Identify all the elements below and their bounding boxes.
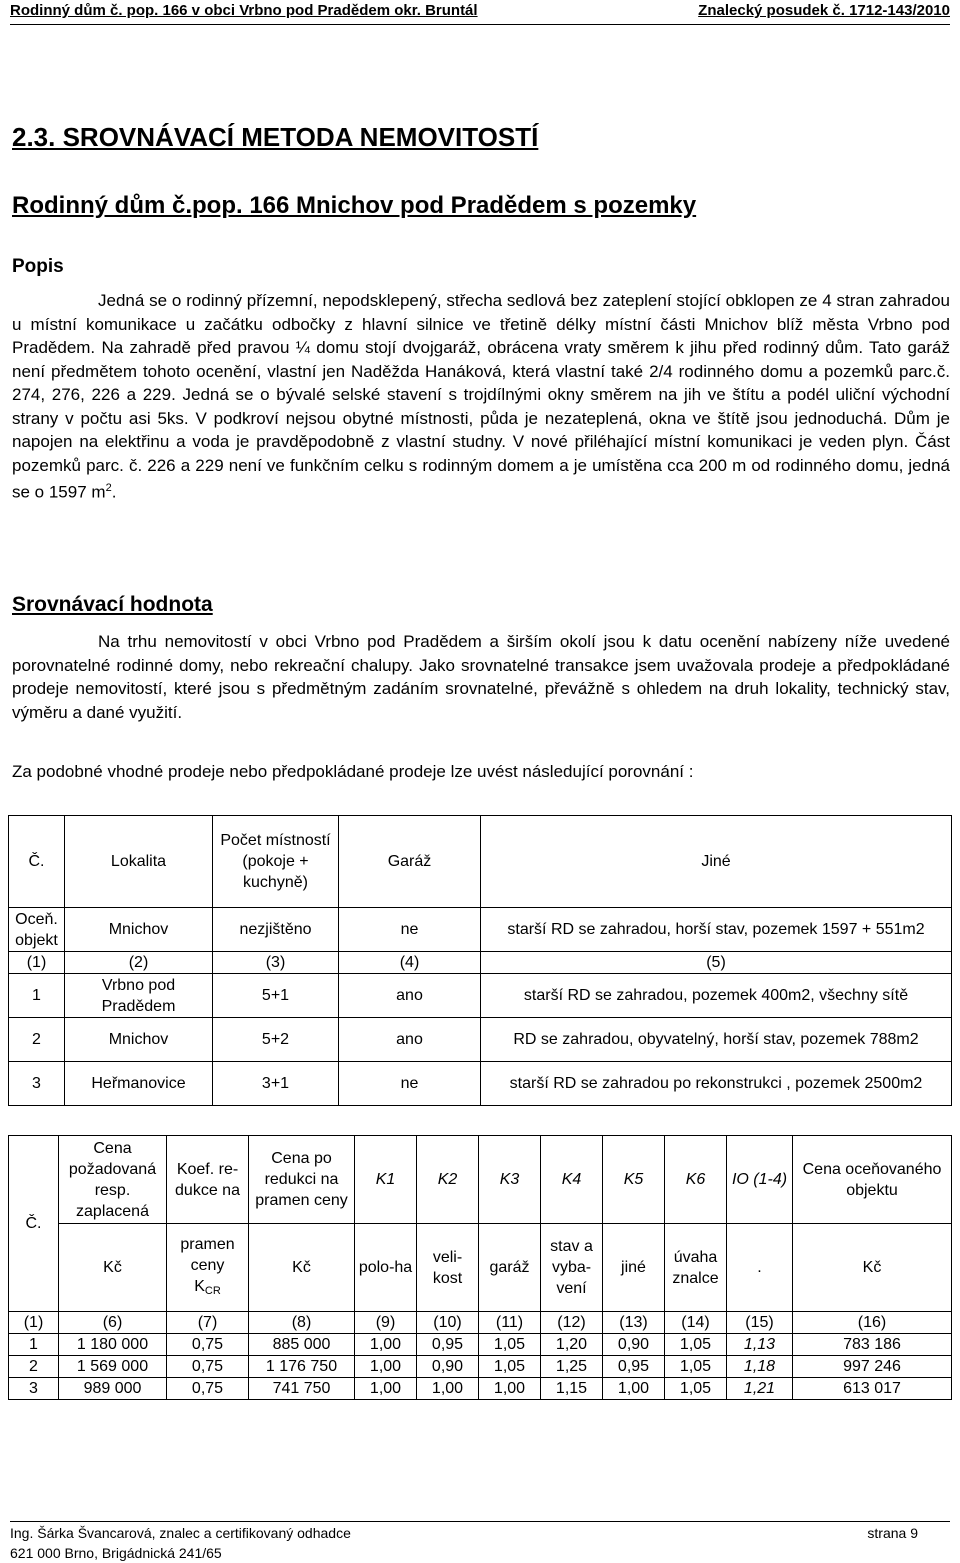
table-row <box>9 1062 952 1106</box>
col-desc-k3: garáž <box>479 1224 541 1312</box>
col-unit-coef <box>167 1224 249 1312</box>
comparison-text: Na trhu nemovitostí v obci Vrbno pod Pradědem a širším okolí jsou k datu ocenění nabízeny níže uvedené porovnatelné rodinné domy, nebo rekreační chalupy. Jako srovnatelné transakce jsem uvažovala prodeje a předpokládané prodeje nemovitostí, které jsou s předmětným zadáním srovnatelné, převážně s ohledem na druh lokality, technický stav, výměru a dané využití. <box>12 632 950 722</box>
table-cell: Mnichov <box>65 1018 213 1062</box>
table-cell: (16) <box>793 1312 952 1334</box>
col-desc-k6: úvaha znalce <box>665 1224 727 1312</box>
table-cell: 1,21 <box>727 1378 793 1400</box>
table-cell: (4) <box>339 952 481 974</box>
table-cell: (3) <box>213 952 339 974</box>
comparison-paragraph <box>12 630 950 724</box>
description-end: . <box>111 482 117 502</box>
table-cell: (11) <box>479 1312 541 1334</box>
col-header-k2: K2 <box>417 1136 479 1224</box>
table-cell: 3+1 <box>213 1062 339 1106</box>
table-row <box>9 974 952 1018</box>
table-cell: starší RD se zahradou, horší stav, pozemek 1597 + 551m2 <box>481 908 952 952</box>
col-desc-k2: veli-kost <box>417 1224 479 1312</box>
table-cell: (2) <box>65 952 213 974</box>
col-header-location: Lokalita <box>65 816 213 908</box>
table-cell: RD se zahradou, obyvatelný, horší stav, pozemek 788m2 <box>481 1018 952 1062</box>
table-cell: 1 569 000 <box>59 1356 167 1378</box>
table-cell: 1,13 <box>727 1334 793 1356</box>
area-unit-superscript: 2 <box>105 482 112 494</box>
table-cell: 997 246 <box>793 1356 952 1378</box>
table-row-subject <box>9 908 952 952</box>
table-cell: 1,05 <box>665 1334 727 1356</box>
table-cell: ne <box>339 908 481 952</box>
table-cell: (8) <box>249 1312 355 1334</box>
subject-title: Rodinný dům č.pop. 166 Mnichov pod Pradědem s pozemky <box>12 192 697 219</box>
table-cell: 0,95 <box>603 1356 665 1378</box>
table-cell: 5+1 <box>213 974 339 1018</box>
table-cell: 1,15 <box>541 1378 603 1400</box>
col-header-k3: K3 <box>479 1136 541 1224</box>
table-cell: 1,05 <box>665 1378 727 1400</box>
kcr-subscript: CR <box>204 1284 221 1297</box>
table-cell: 1,00 <box>355 1356 417 1378</box>
table-cell: starší RD se zahradou, pozemek 400m2, všechny sítě <box>481 974 952 1018</box>
table-cell: 1,05 <box>479 1334 541 1356</box>
table-cell: ne <box>339 1062 481 1106</box>
table-cell: 3 <box>9 1062 65 1106</box>
valuation-table <box>8 1135 952 1400</box>
header-report-number: Znalecký posudek č. 1712-143/2010 <box>698 2 950 19</box>
table-cell: 885 000 <box>249 1334 355 1356</box>
table-cell: ano <box>339 1018 481 1062</box>
table-cell: 1,25 <box>541 1356 603 1378</box>
table-cell: 989 000 <box>59 1378 167 1400</box>
table-header-row <box>9 816 952 908</box>
col-header-rooms: Počet místností (pokoje + kuchyně) <box>213 816 339 908</box>
col-unit-price: Kč <box>59 1224 167 1312</box>
col-header-io: IO (1-4) <box>727 1136 793 1224</box>
header-document-subject: Rodinný dům č. pop. 166 v obci Vrbno pod Pradědem okr. Bruntál <box>10 2 478 19</box>
comparison-heading: Srovnávací hodnota <box>12 593 213 616</box>
col-desc-k1: polo-ha <box>355 1224 417 1312</box>
table-cell: 0,75 <box>167 1334 249 1356</box>
table-cell: nezjištěno <box>213 908 339 952</box>
table-cell: (13) <box>603 1312 665 1334</box>
col-header-coef: Koef. re-dukce na <box>167 1136 249 1224</box>
table-cell: 0,90 <box>603 1334 665 1356</box>
table-cell: (15) <box>727 1312 793 1334</box>
col-header-k6: K6 <box>665 1136 727 1224</box>
footer-page-number: strana 9 <box>867 1525 918 1541</box>
col-header-garage: Garáž <box>339 816 481 908</box>
table-cell: 613 017 <box>793 1378 952 1400</box>
table-cell: 783 186 <box>793 1334 952 1356</box>
table-cell: 1,00 <box>355 1378 417 1400</box>
table-cell: 1 <box>9 1334 59 1356</box>
table-cell: 3 <box>9 1378 59 1400</box>
table-cell: (7) <box>167 1312 249 1334</box>
table-cell: (9) <box>355 1312 417 1334</box>
table-cell: 1,00 <box>479 1378 541 1400</box>
col-header-price: Cena požadovaná resp. zaplacená <box>59 1136 167 1224</box>
table-cell: 1,00 <box>355 1334 417 1356</box>
col-header-no: Č. <box>9 1136 59 1312</box>
description-heading: Popis <box>12 256 64 277</box>
table-cell: 1,18 <box>727 1356 793 1378</box>
table-row <box>9 1018 952 1062</box>
table-cell: 741 750 <box>249 1378 355 1400</box>
table-cell: Vrbno pod Pradědem <box>65 974 213 1018</box>
col-desc-k5: jiné <box>603 1224 665 1312</box>
comparables-table <box>8 815 952 1106</box>
table-cell: (12) <box>541 1312 603 1334</box>
col-unit-value: Kč <box>793 1224 952 1312</box>
table-row <box>9 1378 952 1400</box>
table-cell: 2 <box>9 1018 65 1062</box>
comparison-intro: Za podobné vhodné prodeje nebo předpokládané prodeje lze uvést následující porovnání : <box>12 762 694 781</box>
table-cell: (14) <box>665 1312 727 1334</box>
col-header-value: Cena oceňovaného objektu <box>793 1136 952 1224</box>
table-row <box>9 1356 952 1378</box>
table-cell: (5) <box>481 952 952 974</box>
table-cell: (10) <box>417 1312 479 1334</box>
table-cell: 1,00 <box>417 1378 479 1400</box>
col-header-other: Jiné <box>481 816 952 908</box>
table-header-row-units <box>9 1224 952 1312</box>
kcr-label: K <box>194 1277 205 1295</box>
table-cell: 1,20 <box>541 1334 603 1356</box>
table-cell: 0,75 <box>167 1378 249 1400</box>
table-cell: 1 176 750 <box>249 1356 355 1378</box>
table-row <box>9 1334 952 1356</box>
table-header-row <box>9 1136 952 1224</box>
footer-address: 621 000 Brno, Brigádnická 241/65 <box>10 1545 222 1561</box>
col-unit-io: . <box>727 1224 793 1312</box>
description-text: Jedná se o rodinný přízemní, nepodsklepený, střecha sedlová bez zateplení stojící obklopen ze 4 stran zahradou u místní komunikace u začátku odbočky z hlavní silnice ve třetině délky místní části Mnichov blíž města Vrbno pod Pradědem. Na zahradě před pravou ¼ domu stojí dvojgaráž, obrácena vraty směrem k jihu před rodinný dům. Tato garáž není předmětem tohoto ocenění, vlastní jen Naděžda Hanáková, která vlastní také 2/4 rodinného domu a pozemků parc.č. 274, 276, 226 a 229. Jedná se o bývalé selské stavení s trojdílnými okny směrem na jih ve štítu a podél uliční východní strany v počtu asi 5ks. V podkroví nejsou obytné místnosti, půda je nezateplená, okna ve štítě jsou jednoduchá. Dům je napojen na elektřinu a voda je pravděpodobně z vlastní studny. V nové přiléhající místní komunikaci je veden plyn. Část pozemků parc. č. 226 a 229 není ve funkčním celku s rodinným domem a je umístěna cca 200 m od rodinného domu, jedná se o 1597 m <box>12 291 950 502</box>
table-cell: 1 180 000 <box>59 1334 167 1356</box>
table-cell: (1) <box>9 1312 59 1334</box>
table-cell: (6) <box>59 1312 167 1334</box>
table-cell: 0,90 <box>417 1356 479 1378</box>
page-header <box>10 0 950 25</box>
section-title: 2.3. SROVNÁVACÍ METODA NEMOVITOSTÍ <box>12 122 539 152</box>
col-header-k1: K1 <box>355 1136 417 1224</box>
col-header-no: Č. <box>9 816 65 908</box>
table-cell: Heřmanovice <box>65 1062 213 1106</box>
table-cell: (1) <box>9 952 65 974</box>
table-cell: 1,00 <box>603 1378 665 1400</box>
table-cell: ano <box>339 974 481 1018</box>
table-cell: Mnichov <box>65 908 213 952</box>
col-header-reduced-price: Cena po redukci na pramen ceny <box>249 1136 355 1224</box>
table-cell: 0,95 <box>417 1334 479 1356</box>
table-row-index <box>9 952 952 974</box>
col-header-k4: K4 <box>541 1136 603 1224</box>
col-unit-reduced: Kč <box>249 1224 355 1312</box>
table-cell: 2 <box>9 1356 59 1378</box>
table-row-index <box>9 1312 952 1334</box>
coef-unit-label: pramen ceny <box>180 1235 235 1274</box>
table-cell: Oceň. objekt <box>9 908 65 952</box>
col-header-k5: K5 <box>603 1136 665 1224</box>
page-footer <box>10 1521 950 1561</box>
col-desc-k4: stav a vyba-vení <box>541 1224 603 1312</box>
table-cell: 0,75 <box>167 1356 249 1378</box>
table-cell: 5+2 <box>213 1018 339 1062</box>
description-paragraph <box>12 289 950 504</box>
table-cell: starší RD se zahradou po rekonstrukci , pozemek 2500m2 <box>481 1062 952 1106</box>
table-cell: 1 <box>9 974 65 1018</box>
table-cell: 1,05 <box>479 1356 541 1378</box>
table-cell: 1,05 <box>665 1356 727 1378</box>
footer-author: Ing. Šárka Švancarová, znalec a certifikovaný odhadce <box>10 1525 351 1541</box>
